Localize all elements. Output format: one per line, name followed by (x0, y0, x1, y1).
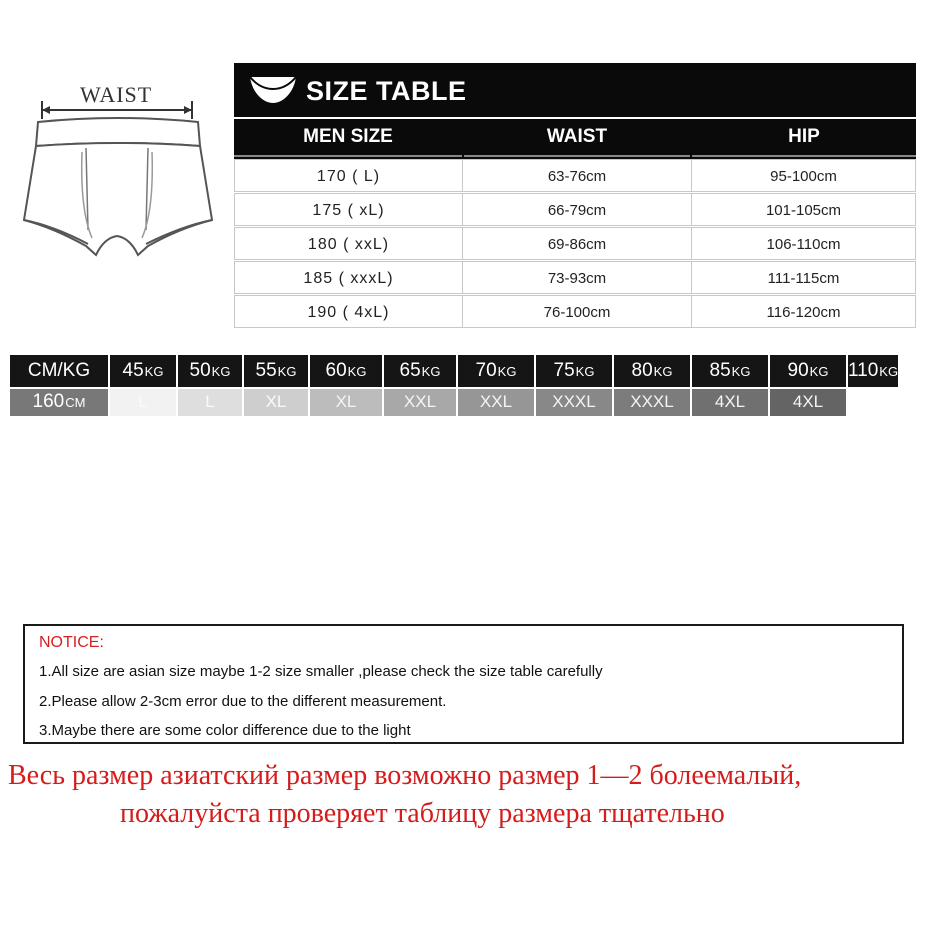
size-grid-cell: 4XL (770, 389, 848, 418)
label-number: 85 (709, 360, 731, 381)
hip-cell: 106-110cm (691, 227, 916, 260)
column-header-men-size: MEN SIZE (234, 119, 462, 157)
label-number: 160 (32, 391, 65, 413)
table-row (234, 261, 916, 295)
table-row (234, 295, 916, 329)
notice-box (23, 624, 904, 744)
height-weight-size-grid (10, 355, 918, 591)
hip-cell: 111-115cm (691, 261, 916, 294)
waist-cell: 76-100cm (462, 295, 692, 328)
size-grid-cell: 4XL (692, 389, 770, 418)
label-unit: KG (653, 363, 673, 379)
hip-cell: 116-120cm (691, 295, 916, 328)
size-table-column-headers (234, 119, 916, 159)
hip-cell: 101-105cm (691, 193, 916, 226)
label-unit: KG (879, 363, 899, 379)
waist-diagram (10, 60, 232, 300)
weight-header (614, 355, 692, 389)
label-number: 70 (475, 360, 497, 381)
size-table-header (234, 63, 916, 117)
label-unit: KG (731, 363, 751, 379)
size-grid-cell (848, 389, 850, 418)
size-grid-cell: XXXL (614, 389, 692, 418)
table-row (234, 159, 916, 193)
label-unit: KG (497, 363, 517, 379)
waist-label: WAIST (80, 82, 153, 107)
hip-cell: 95-100cm (691, 159, 916, 192)
notice-line: 1.All size are asian size maybe 1-2 size smaller ,please check the size table carefully (39, 663, 603, 680)
label-unit: KG (575, 363, 595, 379)
label-unit: KG (211, 363, 231, 379)
weight-header (310, 355, 384, 389)
column-header-waist: WAIST (464, 119, 690, 157)
underwear-illustration (10, 60, 232, 300)
size-cell: 175 ( xL) (234, 193, 463, 226)
russian-notice-line-1: Весь размер азиатский размер возможно размер 1—2 болеемалый, (8, 760, 802, 791)
column-header-hip: HIP (692, 119, 916, 157)
weight-header (458, 355, 536, 389)
size-table-title: SIZE TABLE (306, 76, 467, 106)
weight-header (178, 355, 244, 389)
label-unit: KG (347, 363, 367, 379)
notice-line: 2.Please allow 2-3cm error due to the different measurement. (39, 693, 447, 710)
label-number: 90 (787, 360, 809, 381)
label-number: 75 (553, 360, 575, 381)
label-unit: CM (65, 394, 86, 410)
size-cell: 180 ( xxL) (234, 227, 463, 260)
label-number: 110 (848, 360, 879, 381)
size-cell: 170 ( L) (234, 159, 463, 192)
table-row (234, 193, 916, 227)
weight-header (692, 355, 770, 389)
size-grid-cell: XXL (458, 389, 536, 418)
label-number: 45 (122, 360, 144, 381)
label-unit: KG (421, 363, 441, 379)
briefs-icon (248, 73, 298, 107)
waist-cell: 66-79cm (462, 193, 692, 226)
label-number: 50 (189, 360, 211, 381)
weight-header (770, 355, 848, 389)
size-cell: 185 ( xxxL) (234, 261, 463, 294)
label-number: 60 (325, 360, 347, 381)
label-unit: KG (277, 363, 297, 379)
label-number: 55 (255, 360, 277, 381)
size-grid-cell: L (178, 389, 244, 418)
notice-title: NOTICE: (39, 634, 104, 651)
size-table (234, 63, 916, 335)
grid-corner-label: CM/KG (10, 355, 110, 389)
waist-cell: 73-93cm (462, 261, 692, 294)
weight-header (848, 355, 900, 389)
notice-line: 3.Maybe there are some color difference due to the light (39, 722, 411, 739)
size-cell: 190 ( 4xL) (234, 295, 463, 328)
weight-header (244, 355, 310, 389)
label-unit: KG (144, 363, 164, 379)
table-row (234, 227, 916, 261)
label-unit: KG (809, 363, 829, 379)
size-grid-cell: XL (310, 389, 384, 418)
waist-cell: 69-86cm (462, 227, 692, 260)
weight-header (536, 355, 614, 389)
size-grid-cell: L (110, 389, 178, 418)
waist-cell: 63-76cm (462, 159, 692, 192)
russian-notice-line-2: пожалуйста проверяет таблицу размера тщательно (120, 798, 725, 829)
label-number: 80 (631, 360, 653, 381)
size-grid-cell: XL (244, 389, 310, 418)
weight-header (110, 355, 178, 389)
label-number: 65 (399, 360, 421, 381)
height-row-header (10, 389, 110, 418)
weight-header (384, 355, 458, 389)
size-grid-cell: XXL (384, 389, 458, 418)
size-grid-cell: XXXL (536, 389, 614, 418)
